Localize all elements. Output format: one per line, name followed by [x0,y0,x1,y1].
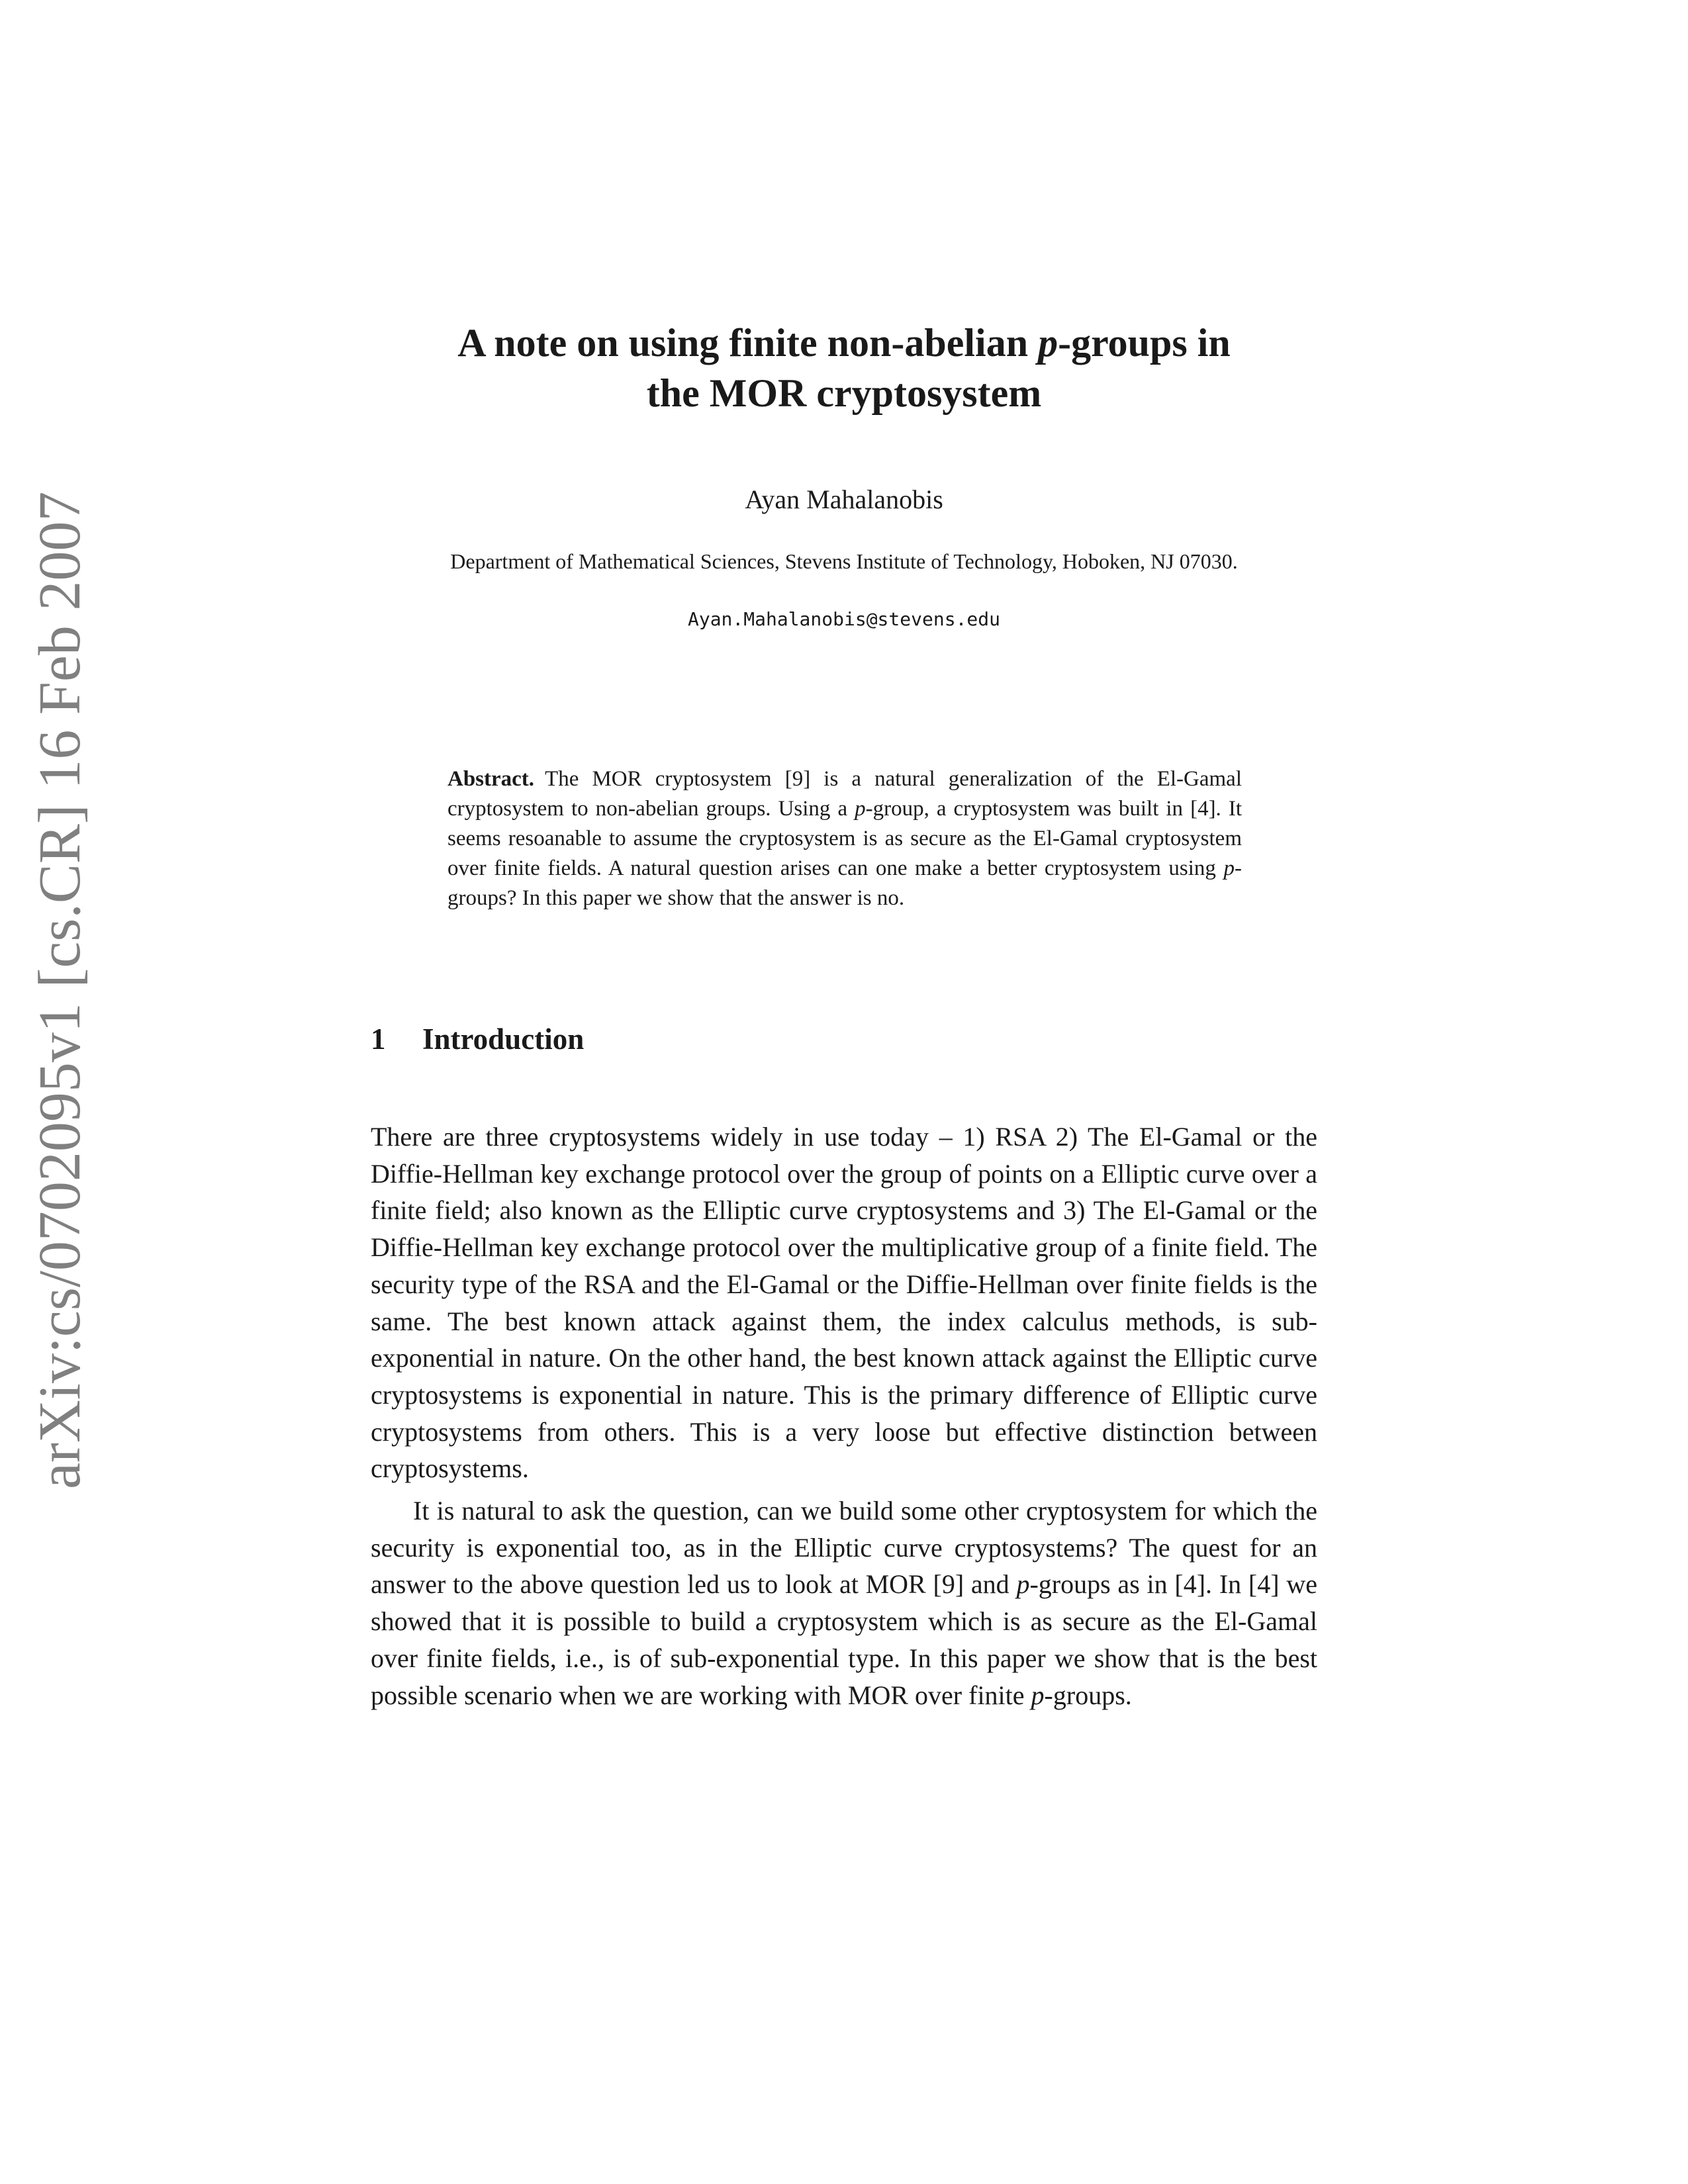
author-name: Ayan Mahalanobis [745,484,943,514]
paragraph-2-p-symbol-1: p [1016,1569,1030,1600]
title-line-1-prefix: A note on using finite non-abelian [457,321,1039,365]
title-line-2: the MOR cryptosystem [646,371,1042,415]
introduction-body [371,1118,1317,1713]
author-email: Ayan.Mahalanobis@stevens.edu [687,608,1000,630]
paper-title [371,318,1317,418]
title-p-symbol: p [1038,321,1058,365]
paragraph-1: There are three cryptosystems widely in use today – 1) RSA 2) The El-Gamal or the Diffie-Hellman key exchange protocol over the group of points on a Elliptic curve over a finite field; also known as the Elliptic curve cryptosystems and 3) The El-Gamal or the Diffie-Hellman key exchange protocol over the multiplicative group of a finite field. The security type of the RSA and the El-Gamal or the Diffie-Hellman over finite fields is the same. The best known attack against them, the index calculus methods, is sub-exponential in nature. On the other hand, the best known attack against the Elliptic curve cryptosystems is exponential in nature. This is the primary difference of Elliptic curve cryptosystems from others. This is a very loose but effective distinction between cryptosystems. [371,1122,1317,1484]
arxiv-identifier-stamp: arXiv:cs/0702095v1 [cs.CR] 16 Feb 2007 [27,491,93,1489]
paragraph-2 [371,1492,1317,1713]
title-line-1-suffix: -groups in [1058,321,1231,365]
abstract-text-1: The MOR cryptosystem [9] is a natural generalization of the El-Gamal cryptosystem to non-abelian groups. Using a [447,767,1242,821]
abstract-heading: Abstract. [447,767,535,791]
section-heading-introduction [371,1019,1317,1059]
abstract-p-symbol-2: p [1223,856,1235,880]
abstract-p-symbol-1: p [855,797,866,821]
author-affiliation: Department of Mathematical Sciences, Stevens Institute of Technology, Hoboken, NJ 07030. [450,549,1238,573]
title-line-1 [371,318,1317,368]
paragraph-2-p-symbol-2: p [1031,1680,1045,1710]
section-number: 1 [371,1023,386,1056]
paragraph-2-text-3: -groups. [1044,1680,1132,1710]
paragraph-2-text-1: It is natural to ask the question, can we build some other cryptosystem for which the security is exponential too, as in the Elliptic curve cryptosystems? The quest for an answer to the above question led us to look at MOR [9] and [371,1496,1317,1600]
abstract-text-3: -groups? In this paper we show that the answer is no. [447,856,1242,910]
section-title: Introduction [422,1023,585,1056]
abstract [447,764,1242,913]
paragraph-2-text-2: -groups as in [4]. In [4] we showed that it is possible to build a cryptosystem which is as secure as the El-Gamal over finite fields, i.e., is of sub-exponential type. In this paper we show that is the best possible scenario when we are working with MOR over finite [371,1569,1317,1710]
abstract-text-2: -group, a cryptosystem was built in [4]. It seems resoanable to assume the cryptosystem is as secure as the El-Gamal cryptosystem over finite fields. A natural question arises can one make a better cryptosystem using [447,797,1242,880]
